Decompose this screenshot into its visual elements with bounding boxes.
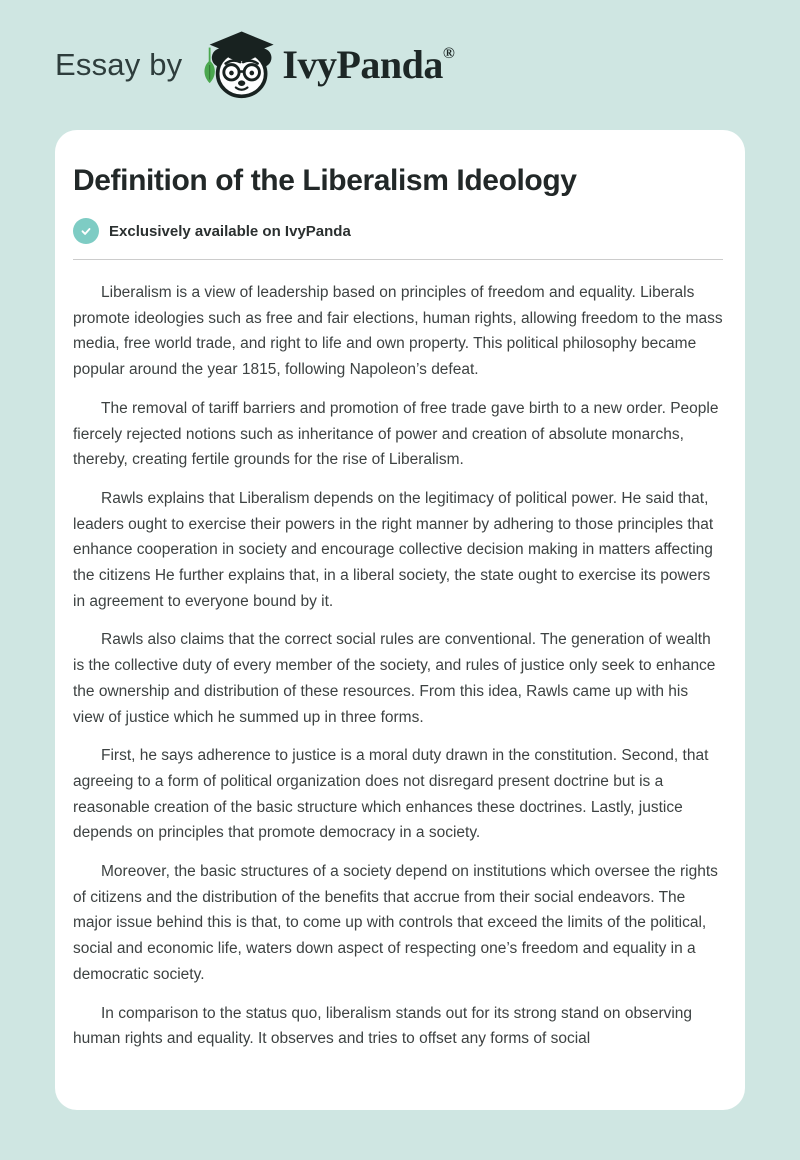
essay-paragraph: Liberalism is a view of leadership based on principles of freedom and equality. Liberals promote ideologies such as free and fair elections, human rights, allowing freedom to the mass media, free world trade, and right to life and own property. This political philosophy became popular around the year 1815, following Napoleon’s defeat. — [73, 284, 723, 379]
logo-wordmark: IvyPanda® — [282, 42, 455, 87]
essay-paragraph: In comparison to the status quo, liberalism stands out for its strong stand on observing human rights and equality. It observes and tries to offset any forms of social — [73, 1004, 693, 1048]
essay-paragraph: Rawls also claims that the correct social rules are conventional. The generation of wealth is the collective duty of every member of the society, and rules of justice only seek to enhance the ownership and distribution of these resources. From this idea, Rawls came up with his view of justice which he summed up in three forms. — [73, 631, 716, 726]
site-header — [55, 0, 745, 130]
check-icon — [73, 218, 99, 244]
exclusive-badge — [73, 218, 723, 244]
registered-mark: ® — [442, 45, 455, 62]
exclusive-badge-label: Exclusively available on IvyPanda — [109, 222, 351, 240]
essay-paragraph: Rawls explains that Liberalism depends on the legitimacy of political power. He said that, leaders ought to exercise their powers in the right manner by adhering to those principles that enhance cooperation in society and encourage collective decision making in matters affecting the citizens He further explains that, in a liberal society, the state ought to exercise its powers in agreement to everyone bound by it. — [73, 489, 714, 610]
essay-paragraph: The removal of tariff barriers and promotion of free trade gave birth to a new order. People fiercely rejected notions such as inheritance of power and creation of absolute monarchs, thereby, creating fertile grounds for the rise of Liberalism. — [73, 399, 719, 469]
page-title: Definition of the Liberalism Ideology — [73, 164, 577, 197]
content-card — [55, 130, 745, 1110]
panda-logo-icon — [198, 28, 278, 102]
essay-by-label: Essay by — [55, 47, 183, 82]
divider — [73, 259, 723, 260]
essay-body — [73, 280, 723, 1052]
essay-paragraph: Moreover, the basic structures of a society depend on institutions which oversee the rights of citizens and the distribution of the benefits that accrue from their social endeavors. The major issue behind this is that, to come up with controls that exceed the limits of the political, social and economic life, waters down aspect of respecting one’s freedom and equality in a democratic society. — [73, 863, 718, 983]
essay-paragraph: First, he says adherence to justice is a moral duty drawn in the constitution. Second, that agreeing to a form of political organization does not disregard present doctrine but is a reasonable creation of the basic structure which enhances these doctrines. Lastly, justice depends on principles that promote democracy in a society. — [73, 747, 709, 842]
ivypanda-logo — [198, 28, 454, 102]
